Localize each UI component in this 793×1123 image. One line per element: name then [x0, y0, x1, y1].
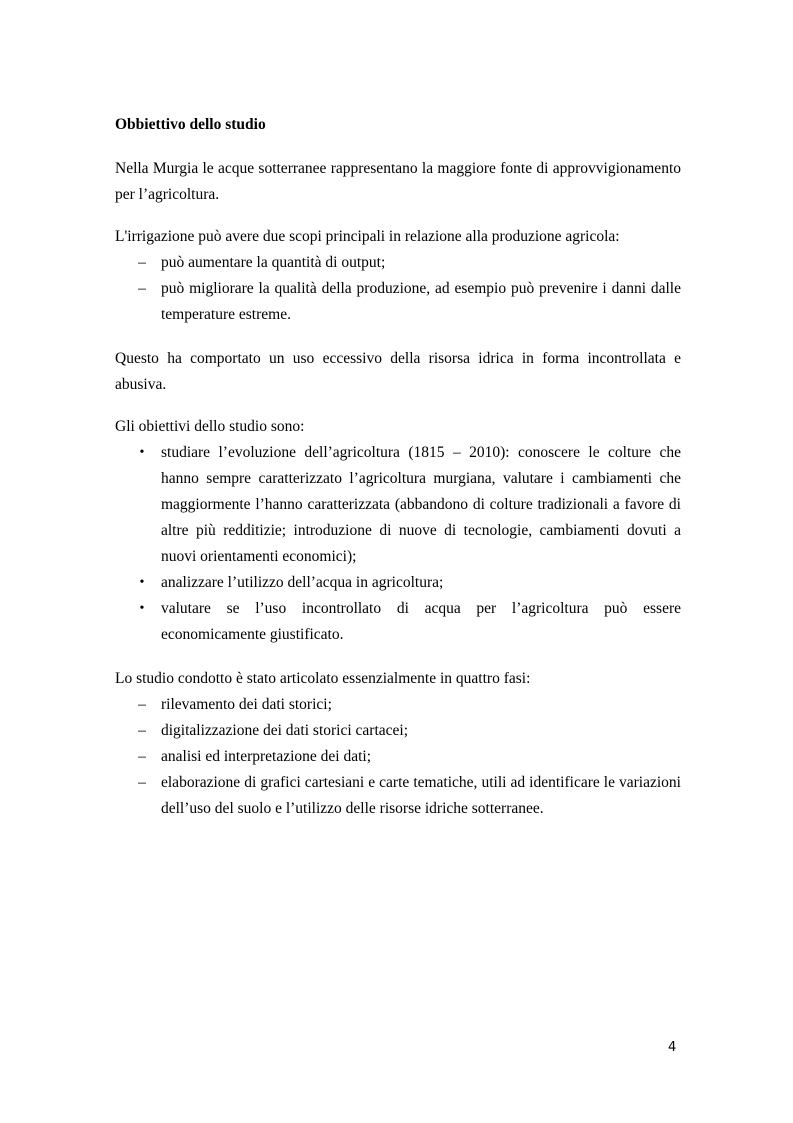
list-irrigation-purposes	[115, 250, 681, 328]
paragraph-uso-eccessivo: Questo ha comportato un uso eccessivo della risorsa idrica in forma incontrollata e abusiva.	[115, 350, 681, 393]
list-item	[115, 276, 681, 328]
list-item-text: rilevamento dei dati storici;	[161, 696, 332, 713]
dash-marker: –	[138, 774, 146, 791]
bullet-marker: •	[139, 445, 145, 460]
list-item-text: elaborazione di grafici cartesiani e carte tematiche, utili ad identificare le variazioni dell’uso del suolo e l’utilizzo delle risorse idriche sotterranee.	[161, 774, 681, 817]
list-item	[115, 770, 681, 822]
list-item	[115, 440, 681, 570]
paragraph-fasi-intro: Lo studio condotto è stato articolato essenzialmente in quattro fasi:	[115, 670, 531, 687]
list-item	[115, 692, 681, 718]
dash-marker: –	[138, 696, 146, 713]
list-study-objectives	[115, 440, 681, 648]
bullet-marker: •	[139, 601, 145, 616]
list-item	[115, 596, 681, 648]
list-item	[115, 718, 681, 744]
dash-marker: –	[138, 280, 146, 297]
paragraph-obiettivi-intro: Gli obiettivi dello studio sono:	[115, 418, 305, 435]
list-study-phases	[115, 692, 681, 822]
section-heading: Obbiettivo dello studio	[115, 116, 266, 133]
page-number: 4	[668, 1040, 677, 1055]
list-item-text: può aumentare la quantità di output;	[161, 254, 386, 271]
list-item	[115, 744, 681, 770]
paragraph-irrigazione: L'irrigazione può avere due scopi principali in relazione alla produzione agricola:	[115, 228, 620, 245]
list-item-text: analizzare l’utilizzo dell’acqua in agricoltura;	[161, 574, 444, 591]
list-item-text: analisi ed interpretazione dei dati;	[161, 748, 372, 765]
dash-marker: –	[138, 254, 146, 271]
paragraph-intro: Nella Murgia le acque sotterranee rappresentano la maggiore fonte di approvvigionamento per l’agricoltura.	[115, 160, 681, 203]
list-item-text: può migliorare la qualità della produzione, ad esempio può prevenire i danni dalle temperature estreme.	[161, 280, 681, 323]
list-item-text: valutare se l’uso incontrollato di acqua per l’agricoltura può essere economicamente giustificato.	[161, 600, 681, 643]
list-item-text: studiare l’evoluzione dell’agricoltura (1815 – 2010): conoscere le colture che hanno sempre caratterizzato l’agricoltura murgiana, valutare i cambiamenti che maggiormente l’hanno caratterizzata (abbandono di colture tradizionali a favore di altre più redditizie; introduzione di nuove di tecnologie, cambiamenti dovuti a nuovi orientamenti economici);	[161, 444, 681, 565]
list-item	[115, 570, 681, 596]
document-page	[115, 112, 681, 822]
dash-marker: –	[138, 722, 146, 739]
list-item	[115, 250, 681, 276]
bullet-marker: •	[139, 575, 145, 590]
list-item-text: digitalizzazione dei dati storici cartacei;	[161, 722, 409, 739]
dash-marker: –	[138, 748, 146, 765]
